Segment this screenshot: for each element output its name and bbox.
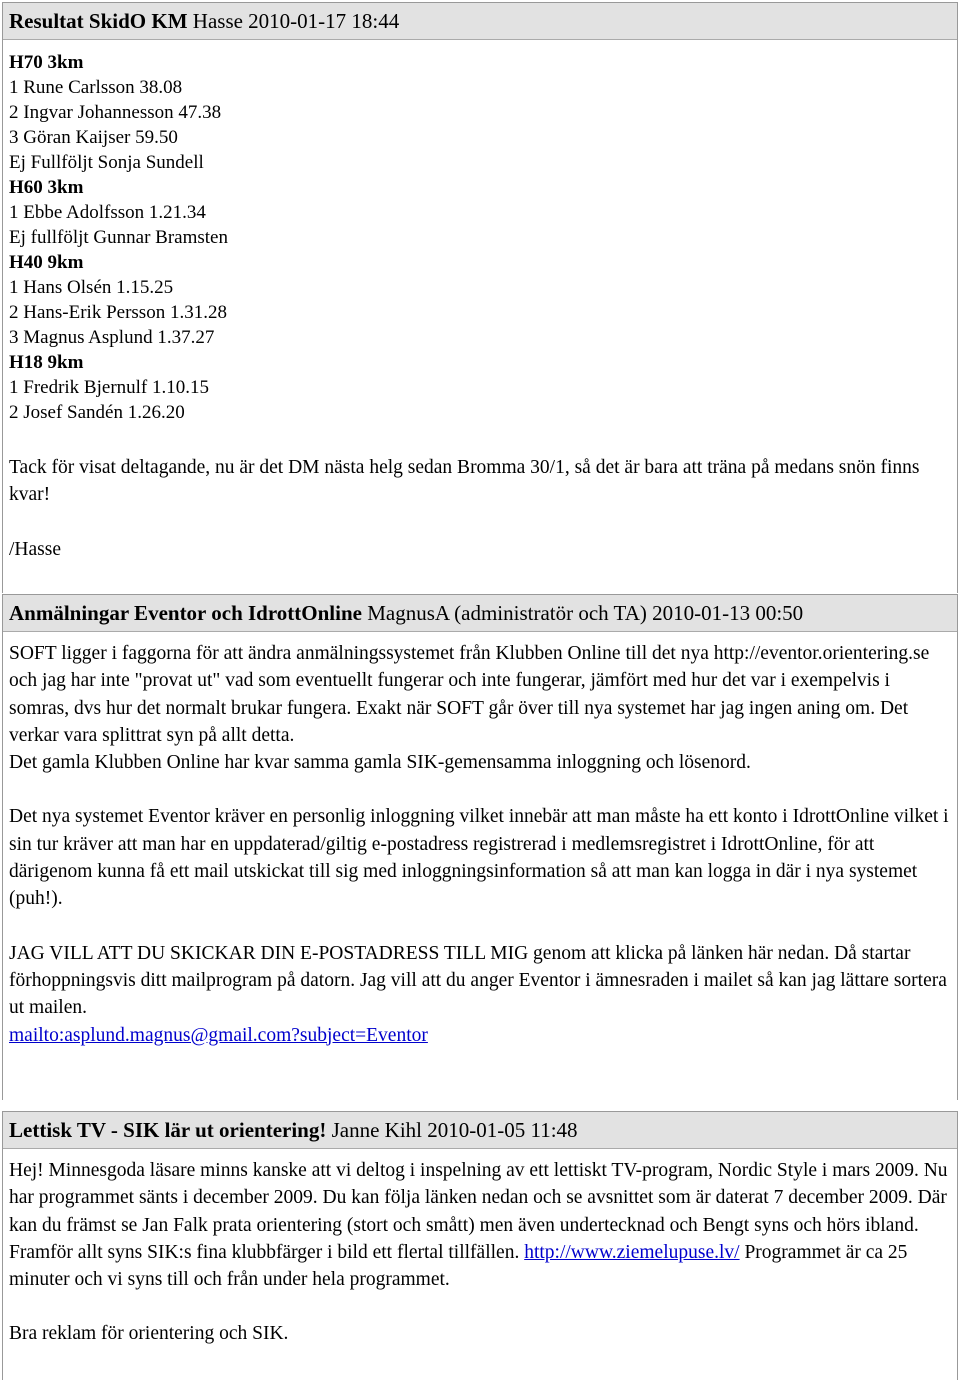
result-row: 3 Magnus Asplund 1.37.27: [9, 327, 215, 348]
post-header: [3, 595, 957, 632]
result-class-heading: H18 9km: [9, 352, 84, 373]
result-row: 1 Hans Olsén 1.15.25: [9, 277, 174, 298]
post-meta: Janne Kihl 2010-01-05 11:48: [331, 1118, 578, 1142]
post-header: [3, 1112, 957, 1149]
post-lettisk-tv: [2, 1111, 958, 1380]
post-paragraph: Det gamla Klubben Online har kvar samma gamla SIK-gemensamma inloggning och lösenord.: [9, 752, 751, 774]
result-row: 2 Josef Sandén 1.26.20: [9, 402, 185, 423]
result-row: 3 Göran Kaijser 59.50: [9, 127, 178, 148]
post-text: Hej! Minnesgoda läsare minns kanske att vi deltog i inspelning av ett lettiskt TV-program, Nordic Style i mars 2009. Nu har programmet sänts i december 2009. Du kan följa länken nedan och se avsnittet som är daterat 7 december 2009. Där kan du främst se Jan Falk prata orientering (stort och smått) men även undertecknad och Bengt syns och hörs ibland. Framför allt syns SIK:s fina klubbfärger i bild ett flertal tillfällen.: [9, 1160, 948, 1263]
post-paragraph: JAG VILL ATT DU SKICKAR DIN E-POSTADRESS TILL MIG genom att klicka på länken här nedan. Då startar förhoppningsvis ditt mailprogram på datorn. Jag vill att du anger Eventor i ämnesraden i mailet så kan jag lättare sortera ut mailen.: [9, 942, 947, 1019]
post-paragraph: Bra reklam för orientering och SIK.: [9, 1323, 289, 1345]
post-meta: MagnusA (administratör och TA) 2010-01-13 00:50: [367, 601, 804, 625]
result-row: 1 Fredrik Bjernulf 1.10.15: [9, 377, 210, 398]
result-class-heading: H40 9km: [9, 252, 84, 273]
post-meta: Hasse 2010-01-17 18:44: [192, 9, 400, 33]
result-row: 1 Rune Carlsson 38.08: [9, 77, 183, 98]
result-class-heading: H60 3km: [9, 177, 84, 198]
post-title: Anmälningar Eventor och IdrottOnline: [9, 601, 362, 625]
post-title: Resultat SkidO KM: [9, 9, 188, 33]
result-row: 2 Hans-Erik Persson 1.31.28: [9, 302, 227, 323]
post-signature: /Hasse: [9, 539, 61, 560]
post-paragraph: [9, 1157, 951, 1293]
post-body: [3, 40, 957, 562]
result-row: 1 Ebbe Adolfsson 1.21.34: [9, 202, 206, 223]
mailto-link[interactable]: mailto:asplund.magnus@gmail.com?subject=Eventor: [9, 1024, 428, 1046]
post-paragraph: Det nya systemet Eventor kräver en personlig inloggning vilket innebär att man måste ha ett konto i IdrottOnline vilket i sin tur kräver att man har en uppdaterad/giltig e-postadress registrerad i medlemsregistret i IdrottOnline, för att därigenom kunna få ett mail utskickat till sig med inloggningsinformation så att man kan logga in där i nya systemet (puh!).: [9, 806, 949, 910]
post-anmalningar-eventor: [2, 594, 958, 1100]
result-row: Ej Fullföljt Sonja Sundell: [9, 152, 204, 173]
result-row: Ej fullföljt Gunnar Bramsten: [9, 227, 228, 248]
external-link[interactable]: http://www.ziemelupuse.lv/: [524, 1241, 740, 1263]
result-row: 2 Ingvar Johannesson 47.38: [9, 102, 222, 123]
post-body: [3, 632, 957, 1049]
post-paragraph: SOFT ligger i faggorna för att ändra anmälningssystemet från Klubben Online till det nya http://eventor.orientering.se och jag har inte "provat ut" vad som eventuellt fungerar och inte fungerar, jämfört med hur det var i exempelvis i somras, dvs hur det normalt brukar fungera. Exakt när SOFT går över till nya systemet har jag ingen aning om. Det verkar vara splittrat syn på allt detta.: [9, 643, 930, 746]
results-list: [9, 50, 951, 425]
post-header: [3, 3, 957, 40]
post-paragraph: Tack för visat deltagande, nu är det DM nästa helg sedan Bromma 30/1, så det är bara att träna på medans snön finns kvar!: [9, 457, 920, 505]
post-title: Lettisk TV - SIK lär ut orientering!: [9, 1118, 327, 1142]
post-resultat-skido-km: [2, 2, 958, 593]
post-body: [3, 1149, 957, 1348]
result-class-heading: H70 3km: [9, 52, 84, 73]
post-text: Programmet är ca 25 minuter och vi syns till och från under hela programmet.: [9, 1241, 908, 1291]
